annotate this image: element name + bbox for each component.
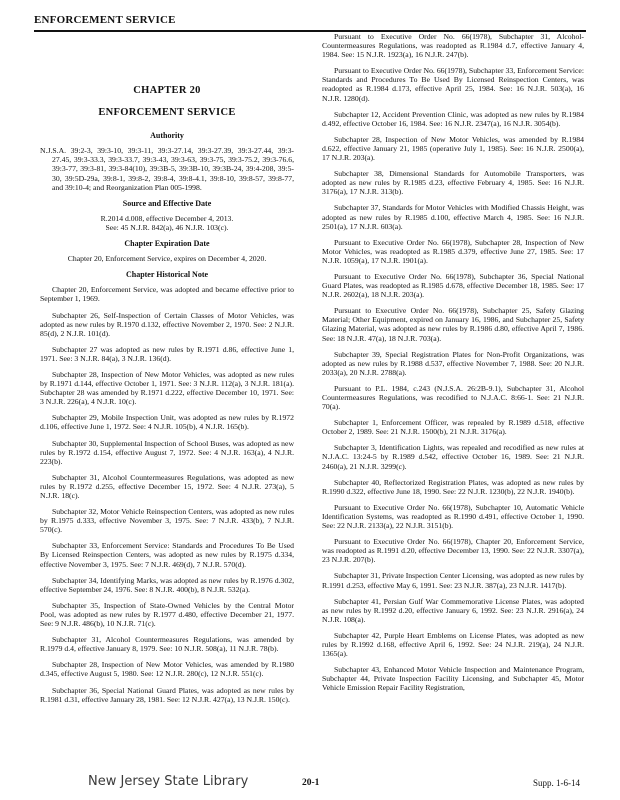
history-paragraph: Pursuant to Executive Order No. 66(1978), Subchapter 33, Enforcement Service: Standards and Procedures To Be Used By Licensed Reinspection Centers, was readopted as R.1984 d.173, effective April 25, 1984. See: 16 N.J.R. 503(a), 16 N.J.R. 1280(d). <box>322 66 584 103</box>
right-column <box>322 32 584 699</box>
history-paragraph: Subchapter 29, Mobile Inspection Unit, was adopted as new rules by R.1972 d.106, effective June 1, 1972. See: 4 N.J.R. 105(b), 4 N.J.R. 165(b). <box>40 413 294 432</box>
history-paragraph: Pursuant to Executive Order No. 66(1978), Subchapter 28, Inspection of New Motor Vehicles, was readopted as R.1985 d.379, effective June 27, 1985. See: 17 N.J.R. 1059(a), 17 N.J.R. 1901(a). <box>322 237 584 265</box>
history-paragraph: Subchapter 35, Inspection of State-Owned Vehicles by the Central Motor Pool, was adopted as new rules by R.1977 d.480, effective December 21, 1977. See: 9 N.J.R. 486(b), 10 N.J.R. 71(c). <box>40 600 294 629</box>
history-paragraph: Subchapter 31, Private Inspection Center Licensing, was adopted as new rules by R.1991 d.253, effective May 6, 1991. See: 23 N.J.R. 387(a), 23 N.J.R. 1417(b). <box>322 571 584 590</box>
history-paragraph: Pursuant to Executive Order No. 66(1978), Chapter 20, Enforcement Service, was readopted as R.1991 d.20, effective December 13, 1990. See: 22 N.J.R. 3307(a), 23 N.J.R. 207(b). <box>322 537 584 565</box>
history-paragraph: Chapter 20, Enforcement Service, was adopted and became effective prior to September 1, 1969. <box>40 285 294 304</box>
history-paragraph: Pursuant to Executive Order No. 66(1978), Subchapter 36, Special National Guard Plates, was readopted as R.1985 d.678, effective December 18, 1985. See: 17 N.J.R. 2602(a), 18 N.J.R. 203(a). <box>322 271 584 300</box>
history-paragraph: Subchapter 36, Special National Guard Plates, was adopted as new rules by R.1981 d.31, effective January 28, 1981. See: 12 N.J.R. 427(a), 13 N.J.R. 150(c). <box>40 685 294 704</box>
history-paragraph: Subchapter 39, Special Registration Plates for Non-Profit Organizations, was adopted as new rules by R.1988 d.537, effective November 7, 1988. See: 20 N.J.R. 2033(a), 20 N.J.R. 2788(a). <box>322 349 584 377</box>
supplement-date: Supp. 1-6-14 <box>533 778 580 788</box>
left-column <box>40 56 294 711</box>
history-paragraph: Subchapter 33, Enforcement Service: Standards and Procedures To Be Used By Licensed Reinspection Centers, was adopted as new rules by R.1975 d.334, effective November 3, 1975. See: 7 N.J.R. 469(d), 7 N.J.R. 570(d). <box>40 541 294 569</box>
history-paragraph: Pursuant to Executive Order No. 66(1978), Subchapter 10, Automatic Vehicle Identification Systems, was readopted as R.1990 d.491, effective October 1, 1990. See: 22 N.J.R. 2133(a), 22 N.J.R. 3151(b). <box>322 502 584 531</box>
page-number: 20-1 <box>302 778 320 788</box>
history-paragraph: Subchapter 27 was adopted as new rules by R.1971 d.86, effective June 1, 1971. See: 3 N.J.R. 84(a), 3 N.J.R. 136(d). <box>40 344 294 363</box>
history-paragraph: Subchapter 38, Dimensional Standards for Automobile Transporters, was adopted as new rules by R.1985 d.23, effective February 4, 1985. See: 16 N.J.R. 3176(a), 17 N.J.R. 313(b). <box>322 169 584 197</box>
page-footer <box>34 774 586 794</box>
expiration-heading: Chapter Expiration Date <box>124 239 210 249</box>
history-paragraph: Pursuant to P.L. 1984, c.243 (N.J.S.A. 26:2B-9.1), Subchapter 31, Alcohol Countermeasures Regulations, was recodified to N.J.A.C. 8:66-1. See: 21 N.J.R. 70(a). <box>322 383 584 412</box>
history-paragraph: Subchapter 12, Accident Prevention Clinic, was adopted as new rules by R.1984 d.492, effective October 16, 1984. See: 16 N.J.R. 2347(a), 16 N.J.R. 3054(b). <box>322 109 584 128</box>
history-paragraph: Pursuant to Executive Order No. 66(1978), Subchapter 31, Alcohol-Countermeasures Regulations, was readopted as R.1984 d.7, effective January 4, 1984. See: 15 N.J.R. 1923(a), 16 N.J.R. 247(b). <box>322 32 584 60</box>
history-paragraph: Subchapter 41, Persian Gulf War Commemorative License Plates, was adopted as new rules by R.1992 d.20, effective January 6, 1992. See: 23 N.J.R. 2916(a), 24 N.J.R. 108(a). <box>322 596 584 624</box>
history-paragraph: Subchapter 28, Inspection of New Motor Vehicles, was adopted as new rules by R.1971 d.144, effective October 1, 1971. See: 3 N.J.R. 112(a), 3 N.J.R. 181(a). Subchapter 28 was amended by R.1971 d.222, effective December 10, 1971. See: 3 N.J.R. 226(a), 4 N.J.R. 10(c). <box>40 369 294 407</box>
source-line-1: R.2014 d.008, effective December 4, 2013. <box>100 213 234 223</box>
history-paragraph: Subchapter 30, Supplemental Inspection of School Buses, was adopted as new rules by R.1972 d.154, effective August 7, 1972. See: 4 N.J.R. 163(a), 4 N.J.R. 223(b). <box>40 438 294 466</box>
history-paragraph: Subchapter 37, Standards for Motor Vehicles with Modified Chassis Height, was adopted as new rules by R.1985 d.100, effective March 4, 1985. See: 16 N.J.R. 2501(a), 17 N.J.R. 603(a). <box>322 203 584 231</box>
history-paragraph: Subchapter 3, Identification Lights, was repealed and recodified as new rules at N.J.A.C. 13:24-5 by R.1989 d.542, effective October 16, 1989. See: 21 N.J.R. 2460(a), 21 N.J.R. 3299(c). <box>322 443 584 471</box>
expiration-text: Chapter 20, Enforcement Service, expires on December 4, 2020. <box>67 254 267 264</box>
history-paragraph: Subchapter 40, Reflectorized Registration Plates, was adopted as new rules by R.1990 d.322, effective June 18, 1990. See: 22 N.J.R. 1230(b), 22 N.J.R. 1940(b). <box>322 477 584 496</box>
history-paragraph: Pursuant to Executive Order No. 66(1978), Subchapter 25, Safety Glazing Material; Other Equipment, expired on January 16, 1986, and Subchapter 25, Safety Glazing Material, was adopted as new rules by R.1986 d.80, effective April 7, 1986. See: 18 N.J.R. 47(a), 18 N.J.R. 703(a). <box>322 306 584 343</box>
history-paragraph: Subchapter 42, Purple Heart Emblems on License Plates, was adopted as new rules by R.1992 d.168, effective April 6, 1992. See: 24 N.J.R. 219(a), 24 N.J.R. 1365(a). <box>322 630 584 659</box>
history-paragraph: Subchapter 31, Alcohol Countermeasures Regulations, was adopted as new rules by R.1972 d.255, effective December 15, 1972. See: 4 N.J.R. 273(a), 5 N.J.R. 18(c). <box>40 472 294 500</box>
source-heading: Source and Effective Date <box>122 198 212 208</box>
chapter-title: ENFORCEMENT SERVICE <box>98 107 236 119</box>
library-stamp: New Jersey State Library <box>88 774 249 789</box>
history-paragraph: Subchapter 34, Identifying Marks, was adopted as new rules by R.1976 d.302, effective September 24, 1976. See: 8 N.J.R. 400(b), 8 N.J.R. 532(a). <box>40 575 294 594</box>
history-paragraph: Subchapter 26, Self-Inspection of Certain Classes of Motor Vehicles, was adopted as new rules by R.1970 d.132, effective November 2, 1970. See: 2 N.J.R. 85(d), 2 N.J.R. 101(d). <box>40 310 294 338</box>
history-heading: Chapter Historical Note <box>125 270 209 280</box>
history-paragraph: Subchapter 28, Inspection of New Motor Vehicles, was amended by R.1980 d.345, effective August 5, 1980. See: 12 N.J.R. 280(c), 12 N.J.R. 551(c). <box>40 660 294 679</box>
authority-text: N.J.S.A. 39:2-3, 39:3-10, 39:3-11, 39:3-27.14, 39:3-27.39, 39:3-27.44, 39:3-27.45, 39:3-33.3, 39:3-33.7, 39:3-43, 39:3-63, 39:3-75, 39:3-75.2, 39:3-76.6, 39:3-77, 39:3-81, 39:3-84(10), 39:3B-5, 39:3B-10, 39:3B-24, 39:4-208, 39:5-30, 39:5D-29a, 39:8-1, 39:8-2, 39:8-4, 39:8-4.1, 39:8-10, 39:8-57, 39:8-77, and 39:10-4; and Reorganization Plan 005-1998. <box>40 146 294 192</box>
source-line-2: See: 45 N.J.R. 842(a), 46 N.J.R. 103(c). <box>105 222 229 232</box>
history-paragraph: Subchapter 31, Alcohol Countermeasures Regulations, was amended by R.1979 d.4, effective January 8, 1979. See: 10 N.J.R. 508(a), 11 N.J.R. 78(b). <box>40 635 294 654</box>
history-paragraph: Subchapter 28, Inspection of New Motor Vehicles, was amended by R.1984 d.622, effective January 21, 1985 (operative July 1, 1985). See: 16 N.J.R. 2500(a), 17 N.J.R. 203(a). <box>322 134 584 163</box>
chapter-number: CHAPTER 20 <box>133 85 201 96</box>
running-head: ENFORCEMENT SERVICE <box>34 14 586 32</box>
history-paragraph: Subchapter 43, Enhanced Motor Vehicle Inspection and Maintenance Program, Subchapter 44, Private Inspection Facility Licensing, and Subchapter 45, Motor Vehicle Emission Repair Facility Registration, <box>322 665 584 693</box>
history-paragraph: Subchapter 1, Enforcement Officer, was repealed by R.1989 d.518, effective October 2, 1989. See: 21 N.J.R. 1500(b), 21 N.J.R. 3176(a). <box>322 418 584 437</box>
authority-heading: Authority <box>150 131 184 141</box>
history-paragraph: Subchapter 32, Motor Vehicle Reinspection Centers, was adopted as new rules by R.1975 d.333, effective November 3, 1975. See: 7 N.J.R. 433(b), 7 N.J.R. 570(c). <box>40 507 294 535</box>
